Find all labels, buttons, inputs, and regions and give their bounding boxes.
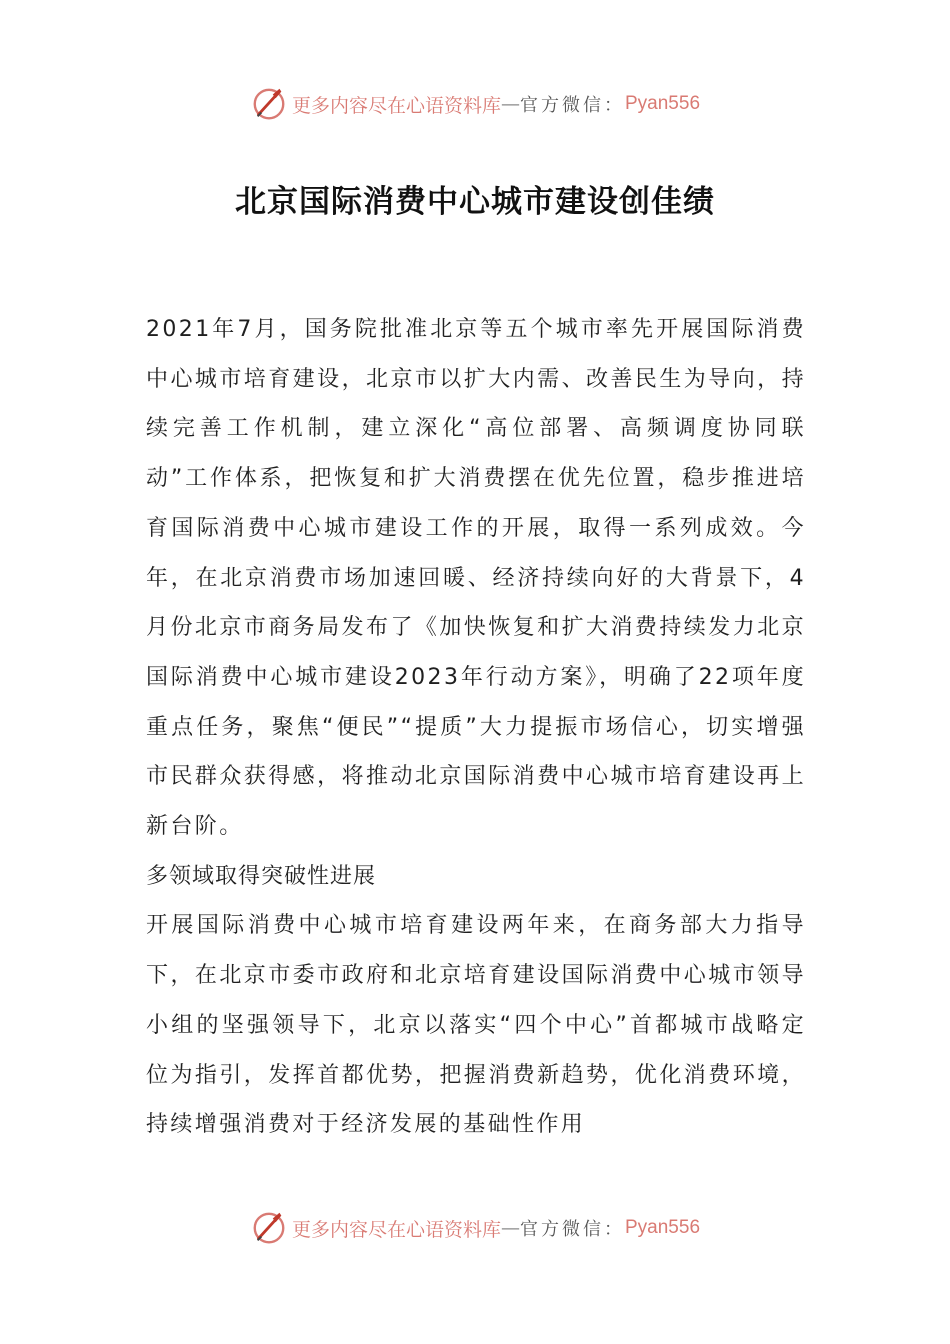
official-wechat-label: 官方微信： bbox=[520, 95, 625, 116]
section-heading: 多领域取得突破性进展 bbox=[146, 863, 377, 889]
pen-logo-icon bbox=[250, 1209, 288, 1247]
paragraph-section: 开展国际消费中心城市培育建设两年来，在商务部大力指导下，在北京市委市政府和北京培育建设国际消费中心城市领导小组的坚强领导下，北京以落实“四个中心”首都城市战略定位为指引，发挥首都优势，把握消费新趋势，优化消费环境，持续增强消费对于经济发展的基础性作用 bbox=[146, 913, 806, 1138]
brand-text: 更多内容尽在心语资料库 bbox=[291, 1218, 501, 1241]
footer-watermark-banner bbox=[0, 1208, 950, 1248]
wechat-id: Pyan556 bbox=[625, 1217, 701, 1238]
paragraph-intro: 2021年7月，国务院批准北京等五个城市率先开展国际消费中心城市培育建设，北京市以扩大内需、改善民生为导向，持续完善工作机制，建立深化“高位部署、高频调度协同联动”工作体系，把恢复和扩大消费摆在优先位置，稳步推进培育国际消费中心城市建设工作的开展，取得一系列成效。今年，在北京消费市场加速回暖、经济持续向好的大背景下，4月份北京市商务局发布了《加快恢复和扩大消费持续发力北京国际消费中心城市建设2023年行动方案》，明确了22项年度重点任务，聚焦“便民”“提质”大力提振市场信心，切实增强市民群众获得感，将推动北京国际消费中心城市培育建设再上新台阶。 bbox=[146, 317, 806, 840]
pen-logo-icon bbox=[250, 85, 288, 123]
official-wechat-label: 官方微信： bbox=[520, 1219, 625, 1240]
banner-separator: — bbox=[501, 1217, 520, 1239]
wechat-id: Pyan556 bbox=[625, 93, 701, 114]
article-body bbox=[146, 305, 806, 1150]
banner-separator: — bbox=[501, 93, 520, 115]
article-title: 北京国际消费中心城市建设创佳绩 bbox=[235, 184, 715, 220]
header-watermark-banner bbox=[0, 84, 950, 124]
brand-text: 更多内容尽在心语资料库 bbox=[291, 94, 501, 117]
